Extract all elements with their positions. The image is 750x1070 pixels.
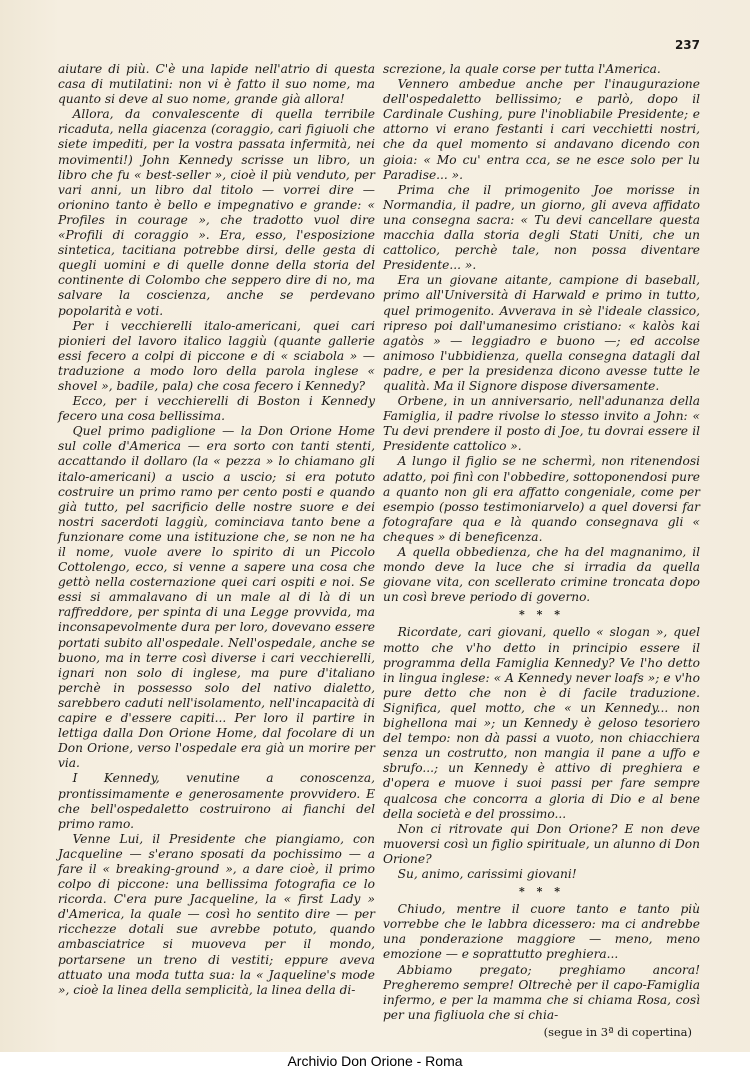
continuation-note: (segue in 3ª di copertina): [543, 1024, 692, 1039]
paragraph: screzione, la quale corse per tutta l'America.: [383, 62, 661, 76]
page-number: 237: [674, 38, 700, 52]
paragraph: Quel primo padiglione — la Don Orione Home sul colle d'America — era sorto con tanti stenti, accattando il dollaro (la « pezza » lo chiamano gli italo-americani) a uscio a uscio; si era potuto costruire un primo ramo per cento posti e quando già tutto, pel sacrificio delle nostre suore e dei nostri sacerdoti laggiù, cominciava tanto bene a funzionare come una istituzione che, se non ne ha il nome, vuole avere lo spirito di un Piccolo Cottolengo, ecco, si venne a sapere una cosa che gettò nella costernazione quei cari ospiti e noi. Se essi si ammalavano di un male al di là di un raffreddore, per spinta di una Legge provvida, ma inconsapevolmente dura per loro, dovevano essere portati subito all'ospedale. Nell'ospedale, anche se buono, ma in terre così diverse i cari vecchierelli, ignari non solo di inglese, ma pure d'italiano perchè in possesso solo del nativo dialetto, sarebbero caduti nell'isolamento, nell'incapacità di capire e d'essere capiti... Per loro il partire in lettiga dalla Don Orione Home, dal focolare di un Don Orione, verso l'ospedale era già un morire per via.: [58, 424, 375, 771]
archive-footer: Archivio Don Orione - Roma: [287, 1053, 463, 1069]
paragraph: Abbiamo pregato; preghiamo ancora! Pregheremo sempre! Oltrechè per il capo-Famiglia infermo, e per la mamma che si chiama Rosa, così per una figliuola che si chia-: [383, 962, 700, 1022]
paragraph: Per i vecchierelli italo-americani, quei cari pionieri del lavoro italico laggiù (quante gallerie essi fecero a colpi di piccone e di « sciabola » — traduzione a modo loro della parola inglese « shovel », badile, pala) che cosa fecero i Kennedy?: [58, 318, 375, 393]
paragraph: Chiudo, mentre il cuore tanto e tanto più vorrebbe che le labbra dicessero: ma ci andrebbe una ponderazione maggiore — meno, meno emozione — e soprattutto preghiera...: [383, 902, 700, 962]
paragraph: Prima che il primogenito Joe morisse in Normandia, il padre, un giorno, gli aveva affidato una consegna sacra: « Tu devi cancellare questa macchia dalla storia degli Stati Uniti, che un cattolico, perchè tale, non possa diventare Presidente... ».: [383, 182, 700, 273]
paragraph: Ecco, per i vecchierelli di Boston i Kennedy fecero una cosa bellissima.: [58, 394, 375, 424]
section-divider: * * *: [519, 608, 564, 622]
section-divider: * * *: [519, 885, 564, 899]
paragraph: A quella obbedienza, che ha del magnanimo, il mondo deve la luce che si irradia da quella giovane vita, con scellerato crimine troncata dopo un così breve periodo di governo.: [383, 545, 700, 605]
paragraph: Orbene, in un anniversario, nell'adunanza della Famiglia, il padre rivolse lo stesso invito a John: « Tu devi prendere il posto di Joe, tu dovrai essere il Presidente cattolico ».: [383, 394, 700, 454]
paragraph: Allora, da convalescente di quella terribile ricaduta, nella giacenza (coraggio, cari figiuoli che siete impediti, per la vostra passata infermità, nei movimenti!) John Kennedy scrisse un libro, un libro che fu « best-seller », cioè il più venduto, per vari anni, un libro dal titolo — vorrei dire — orionino tanto è bello e impegnativo e grande: « Profiles in courage », che tradotto vuol dire «Profili di coraggio ». Era, esso, l'esposizione sintetica, tacitiana potrebbe dirsi, delle gesta di quegli uomini e di quelle donne della storia del continente di Colombo che seppero dire di no, ma salvare la coscienza, anche se perdevano popolarità e voti.: [58, 107, 375, 318]
paragraph: Era un giovane aitante, campione di baseball, primo all'Università di Harwald e primo in tutto, quel primogenito. Avverava in sè l'ideale classico, ripreso poi dall'umanesimo cristiano: « kalòs kai agatòs » — leggiadro e buono —; ed accolse animoso l'ubbidienza, quella consegna datagli dal padre, e per la presidenza dicono avesse tutte le qualità. Ma il Signore dispose diversamente.: [383, 273, 700, 393]
paragraph: Venne Lui, il Presidente che piangiamo, con Jacqueline — s'erano sposati da pochissimo — a fare il « breaking-ground », a dare cioè, il primo colpo di piccone: una bellissima fotografia ce lo ricorda. C'era pure Jacqueline, la « first Lady » d'America, la quale — così ho sentito dire — per ricchezze dotali sue avrebbe potuto, quando ambasciatrice si muoveva per il mondo, portarsene un treno di vestiti; eppure aveva attuato una moda tutta sua: la « Jaqueline's mode », cioè la linea della semplicità, la linea della di-: [58, 831, 375, 997]
paragraph: Ricordate, cari giovani, quello « slogan », quel motto che v'ho detto in principio essere il programma della Famiglia Kennedy? Ve l'ho detto in lingua inglese: « A Kennedy never loafs »; e v'ho pure detto che non è di facile traduzione. Significa, quel motto, che « un Kennedy... non bighellona mai »; un Kennedy è geloso tesoriero del tempo: non dà passi a vuoto, non chiacchiera senza un costrutto, non mangia il pane a uffo e sbrufo...; un Kennedy è attivo di preghiera e d'opera e muove i suoi passi per fare sempre qualcosa che concorra a gloria di Dio e al bene della società e del prossimo...: [383, 625, 700, 821]
paragraph: Vennero ambedue anche per l'inaugurazione dell'ospedaletto bellissimo; e parlò, dopo il Cardinale Cushing, pure l'inobliabile Presidente; e attorno vi erano festanti i cari vecchietti nostri, che da quel momento si andavano dicendo con gioia: « Mo cu' entra cca, se ne esce solo per lu Paradise... ».: [383, 77, 700, 182]
left-column: [58, 62, 375, 998]
paragraph: A lungo il figlio se ne schermì, non ritenendosi adatto, poi finì con l'obbedire, sottoponendosi pure a quanto non gli era affatto congeniale, come per esempio (posso testimoniarvelo) a quel doversi far fotografare qua e là quando consegnava gli « cheques » di beneficenza.: [383, 454, 700, 544]
paragraph: Non ci ritrovate qui Don Orione? E non deve muoversi così un figlio spirituale, un alunno di Don Orione?: [383, 821, 700, 866]
paragraph: I Kennedy, venutine a conoscenza, prontissimamente e generosamente provvidero. E che bell'ospedaletto costruirono ai fianchi del primo ramo.: [58, 771, 375, 831]
right-column: [383, 62, 700, 1040]
paragraph: aiutare di più. C'è una lapide nell'atrio di questa casa di mutilatini: non vi è fatto il suo nome, ma quanto si deve al suo nome, grande già allora!: [58, 62, 375, 107]
paragraph: Su, animo, carissimi giovani!: [397, 866, 577, 881]
